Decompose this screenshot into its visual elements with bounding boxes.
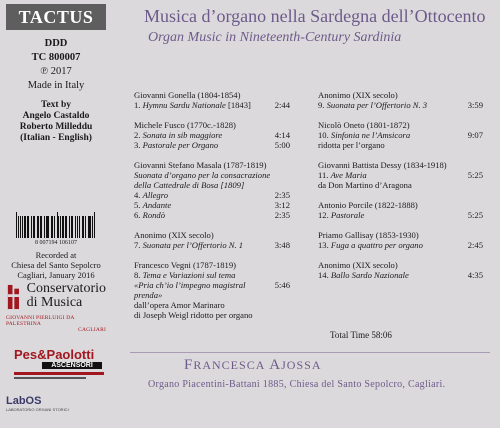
made-in: Made in Italy [27, 80, 85, 91]
catalog-number: TC 800007 [31, 52, 81, 63]
conservatorio-logo [6, 282, 106, 340]
track-time: 9:07 [467, 130, 483, 140]
pes-paolotti-name: Pes&Paolotti [14, 347, 95, 362]
track-title: 6. Rondò [134, 210, 166, 220]
track-title: Suonata d’organo per la consacrazione [134, 170, 271, 180]
conservatorio-emblem-icon [6, 282, 23, 312]
track-time: 2:35 [274, 210, 290, 220]
track-title: 3. Pastorale per Organo [134, 140, 219, 150]
track-row [134, 240, 290, 250]
track-title: da Don Martino d’Aragona [318, 180, 412, 190]
album-title: Musica d’organo nella Sardegna dell’Ottocento [144, 6, 486, 26]
track-row [134, 300, 290, 310]
track-row [318, 180, 483, 190]
track-row [318, 130, 483, 140]
ddd-label: DDD [44, 38, 68, 49]
track-title: 14. Ballo Sardo Nazionale [318, 270, 409, 280]
tracklist-right [318, 90, 483, 280]
languages: (Italian - English) [20, 133, 92, 143]
track-title: dall’opera Amor Marinaro [134, 300, 225, 310]
recorded-date: Cagliari, January 2016 [17, 270, 95, 280]
track-row [318, 270, 483, 280]
performer-name [184, 357, 494, 374]
track-row [318, 100, 483, 110]
track-title: 12. Pastorale [318, 210, 365, 220]
track-time: 5:00 [274, 140, 290, 150]
track-time: 3:12 [274, 200, 290, 210]
track-time: 5:46 [274, 280, 290, 290]
track-row [134, 130, 290, 140]
track-time: 4:35 [467, 270, 483, 280]
track-title: 11. Ave Maria [318, 170, 367, 180]
album-subtitle: Organ Music in Nineteenth-Century Sardinia [148, 30, 402, 45]
track-title: 2. Sonata in sib maggiore [134, 130, 223, 140]
barcode [16, 212, 96, 238]
track-title: 4. Allegro [134, 190, 169, 200]
track-row [134, 180, 290, 190]
track-row [134, 170, 290, 180]
track-title: ridotta per l’organo [318, 140, 385, 150]
composer-heading: Giovanni Gonella (1804-1854) [134, 90, 241, 100]
conservatorio-sub-2: CAGLIARI [78, 327, 106, 333]
total-time: Total Time 58:06 [330, 330, 392, 340]
track-row [134, 270, 290, 280]
track-row [318, 210, 483, 220]
divider [130, 352, 490, 353]
labos-name: LabOS [6, 395, 42, 407]
track-title: 9. Suonata per l’Offertorio N. 3 [318, 100, 428, 110]
track-time: 3:48 [274, 240, 290, 250]
recorded-at: Recorded at [35, 250, 77, 260]
tactus-logo: TACTUS [6, 4, 106, 30]
track-title: 8. Tema e Variazioni sul tema [134, 270, 236, 280]
barcode-number: 8 007194 106107 [35, 240, 77, 246]
composer-heading: Antonio Porcile (1822-1888) [318, 200, 418, 210]
track-row [134, 190, 290, 200]
author-1: Angelo Castaldo [22, 111, 90, 121]
labos-sub: LABORATORIO ORGANI STORICI [6, 407, 69, 412]
track-time: 3:59 [467, 100, 483, 110]
track-time: 4:14 [274, 130, 290, 140]
text-by: Text by [40, 100, 71, 110]
composer-heading: Michele Fusco (1770c.-1828) [134, 120, 236, 130]
track-row [318, 170, 483, 180]
conservatorio-sub-1: GIOVANNI PIERLUIGI DA PALESTRINA [6, 315, 75, 327]
conservatorio-name-2: di Musica [26, 295, 83, 310]
composer-heading: Giovanni Battista Dessy (1834-1918) [318, 160, 447, 170]
track-title: di Joseph Weigl ridotto per organo [134, 310, 253, 320]
track-title: della Cattedrale di Bosa [1809] [134, 180, 245, 190]
tracklist-left [134, 90, 290, 320]
phonogram-year: ℗ 2017 [40, 66, 72, 77]
author-2: Roberto Milleddu [19, 122, 93, 132]
composer-heading: Priamo Gallisay (1853-1930) [318, 230, 419, 240]
labos-logo [6, 395, 106, 412]
track-title: 13. Fuga a quattro per organo [318, 240, 423, 250]
composer-heading: Anonimo (XIX secolo) [318, 90, 398, 100]
track-row [134, 140, 290, 150]
track-time: 2:44 [274, 100, 290, 110]
organ-info: Organo Piacentini-Battani 1885, Chiesa del Santo Sepolcro, Cagliari. [148, 379, 446, 390]
track-row [134, 210, 290, 220]
track-time: 2:45 [467, 240, 483, 250]
track-time: 5:25 [467, 210, 483, 220]
pes-paolotti-sub: ASCENSORI [42, 362, 102, 369]
label-panel [0, 0, 112, 428]
track-title: 10. Sinfonia ne l’Amsicora [318, 130, 411, 140]
composer-heading: Anonimo (XIX secolo) [134, 230, 214, 240]
track-row [318, 140, 483, 150]
track-title: 1. Hymnu Sardu Nationale [1843] [134, 100, 251, 110]
track-row [318, 240, 483, 250]
track-row [134, 200, 290, 210]
track-title: «Pria ch’io l’impegno magistral prenda» [134, 280, 246, 300]
pes-paolotti-logo [14, 347, 104, 379]
composer-heading: Anonimo (XIX secolo) [318, 260, 398, 270]
track-row [134, 310, 290, 320]
track-row [134, 100, 290, 110]
track-title: 7. Suonata per l’Offertorio N. 1 [134, 240, 244, 250]
track-title: 5. Andante [134, 200, 172, 210]
composer-heading: Nicolò Oneto (1801-1872) [318, 120, 410, 130]
recorded-venue: Chiesa del Santo Sepolcro [11, 260, 101, 270]
track-time: 5:25 [467, 170, 483, 180]
track-row [134, 280, 290, 300]
composer-heading: Francesco Vegni (1787-1819) [134, 260, 236, 270]
composer-heading: Giovanni Stefano Masala (1787-1819) [134, 160, 267, 170]
track-time: 2:35 [274, 190, 290, 200]
conservatorio-name-1: Conservatorio [26, 281, 106, 296]
performer-text: FRANCESCA AJOSSA [184, 357, 322, 373]
